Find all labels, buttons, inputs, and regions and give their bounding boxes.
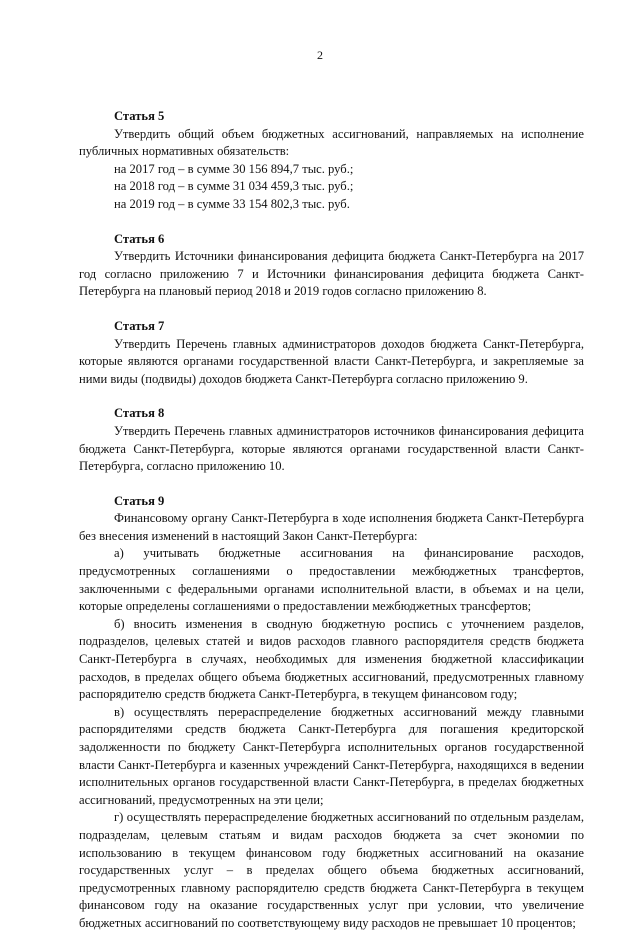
article-title: Статья 7 [114,318,165,333]
page-number: 2 [317,48,323,62]
article-8 [79,405,584,475]
article-clause-v: в) осуществлять перераспределение бюджетных ассигнований между главными распорядителями средств бюджета Санкт-Петербурга для погашения кредиторской задолженности по бюджету Санкт-Петербурга исполнительных органов государственной власти Санкт-Петербурга и казенных учреждений Санкт-Петербурга, находящихся в ведении исполнительных органов государственной власти Санкт-Петербурга, в пределах бюджетных ассигнований, предусмотренных на эти цели; [79,704,584,807]
article-clause-b: б) вносить изменения в сводную бюджетную роспись с уточнением разделов, подразделов, целевых статей и видов расходов главного распорядителя средств бюджета Санкт-Петербурга в случаях, необходимых для изменения бюджетной классификации расходов, в пределах общего объема бюджетных ассигнований, предусмотренных главному распорядителю средств бюджета Санкт-Петербурга, в текущем финансовом году; [79,616,584,702]
article-clause-a: а) учитывать бюджетные ассигнования на финансирование расходов, предусмотренных соглашениями о предоставлении межбюджетных трансфертов, заключенными с федеральными органами исполнительной власти, в объемах и на цели, которые определены соглашениями о предоставлении межбюджетных трансфертов; [79,546,584,614]
article-paragraph: Утвердить Источники финансирования дефицита бюджета Санкт-Петербурга на 2017 год согласно приложению 7 и Источники финансирования дефицита бюджета Санкт-Петербурга на плановый период 2018 и 2019 годов согласно приложению 8. [79,249,584,299]
document-body [79,108,584,950]
amount-line: на 2018 год – в сумме 31 034 459,3 тыс. руб.; [114,179,354,194]
amount-line: на 2019 год – в сумме 33 154 802,3 тыс. руб. [114,196,350,211]
article-9 [79,493,584,933]
article-title: Статья 9 [114,493,165,508]
article-title: Статья 5 [114,109,165,123]
article-paragraph: Утвердить общий объем бюджетных ассигнований, направляемых на исполнение публичных нормативных обязательств: [79,126,584,159]
article-6 [79,231,584,301]
article-title: Статья 8 [114,406,165,421]
article-clause-g: г) осуществлять перераспределение бюджетных ассигнований по отдельным разделам, подразделам, целевым статьям и видам расходов бюджета за счет экономии по использованию в текущем финансовом году бюджетных ассигнований на оказание государственных услуг – в пределах общего объема бюджетных ассигнований, предусмотренных главному распорядителю средств бюджета Санкт-Петербурга в текущем финансовом году на оказание государственных услуг при условии, что увеличение бюджетных ассигнований по соответствующему виду расходов не превышает 10 процентов; [79,810,584,930]
amount-line: на 2017 год – в сумме 30 156 894,7 тыс. руб.; [114,161,354,176]
article-paragraph: Утвердить Перечень главных администраторов доходов бюджета Санкт-Петербурга, которые являются органами государственной власти Санкт-Петербурга, и закрепляемые за ними виды (подвиды) доходов бюджета Санкт-Петербурга согласно приложению 9. [79,336,584,386]
article-title: Статья 6 [114,231,165,246]
article-paragraph: Утвердить Перечень главных администраторов источников финансирования дефицита бюджета Санкт-Петербурга, которые являются органами государственной власти Санкт-Петербурга, согласно приложению 10. [79,423,584,474]
article-7 [79,318,584,388]
article-5 [79,108,584,214]
article-paragraph: Финансовому органу Санкт-Петербурга в ходе исполнения бюджета Санкт-Петербурга без внесения изменений в настоящий Закон Санкт-Петербурга: [79,511,584,543]
